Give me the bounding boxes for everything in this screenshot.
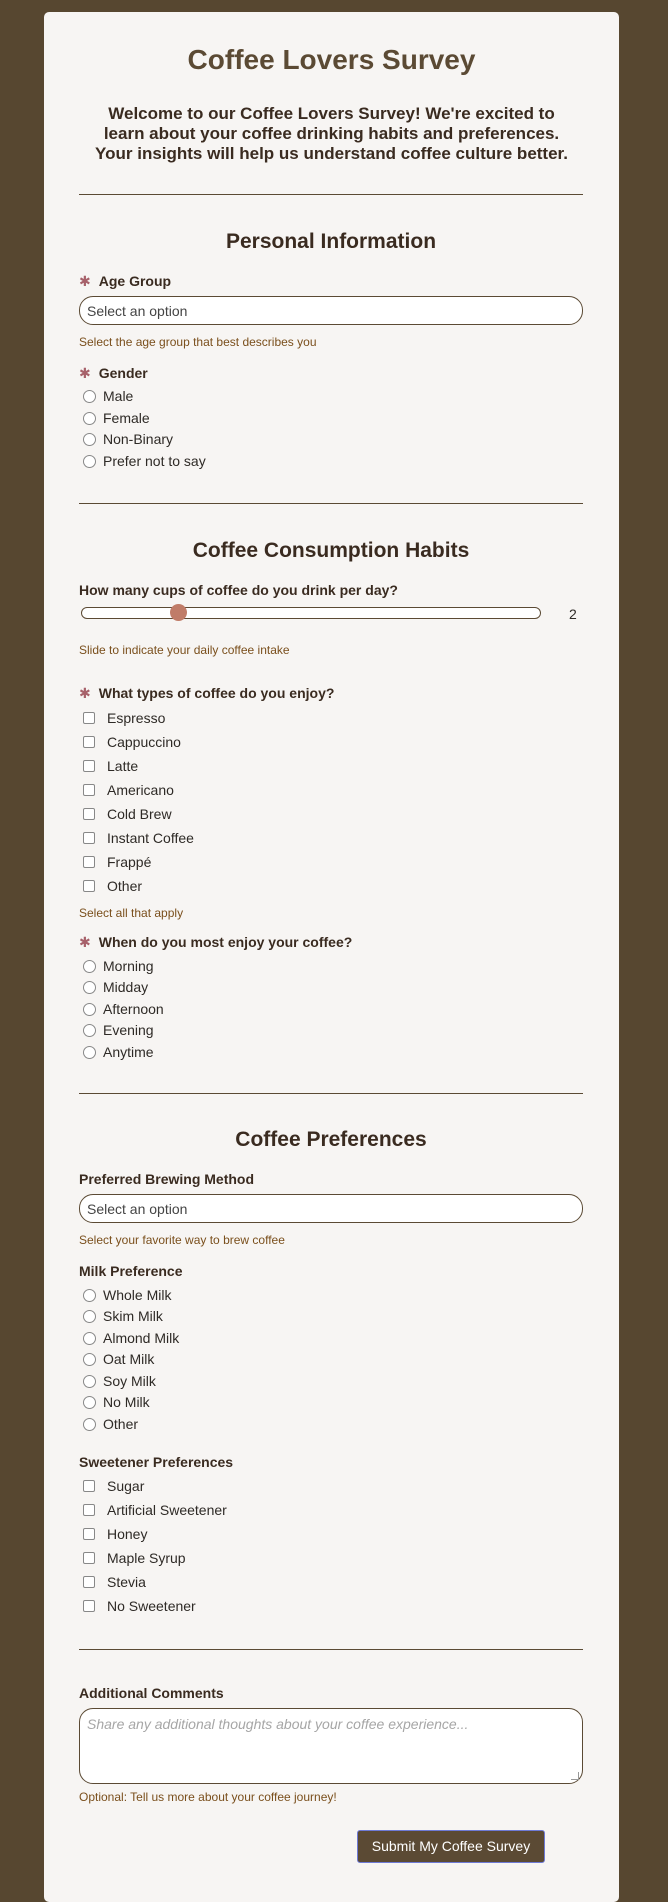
checkbox[interactable] bbox=[83, 760, 95, 772]
checkbox[interactable] bbox=[83, 1600, 95, 1612]
gender-option-female[interactable]: Female bbox=[83, 409, 150, 427]
sweetener-option-artificial[interactable]: Artificial Sweetener bbox=[83, 1501, 227, 1519]
radio-button[interactable] bbox=[83, 1024, 96, 1037]
checkbox[interactable] bbox=[83, 856, 95, 868]
radio-button[interactable] bbox=[83, 1418, 96, 1431]
checkbox[interactable] bbox=[83, 736, 95, 748]
required-icon: ✱ bbox=[79, 273, 91, 289]
radio-button[interactable] bbox=[83, 1353, 96, 1366]
coffee-type-frappe[interactable]: Frappé bbox=[83, 853, 151, 871]
radio-button[interactable] bbox=[83, 455, 96, 468]
cups-per-day-label: How many cups of coffee do you drink per day? bbox=[79, 582, 398, 598]
radio-button[interactable] bbox=[83, 960, 96, 973]
radio-button[interactable] bbox=[83, 981, 96, 994]
checkbox[interactable] bbox=[83, 832, 95, 844]
milk-option-none[interactable]: No Milk bbox=[83, 1393, 150, 1411]
sweetener-option-sugar[interactable]: Sugar bbox=[83, 1477, 144, 1495]
time-option-morning[interactable]: Morning bbox=[83, 957, 154, 975]
checkbox[interactable] bbox=[83, 784, 95, 796]
radio-button[interactable] bbox=[83, 1332, 96, 1345]
coffee-type-instant[interactable]: Instant Coffee bbox=[83, 829, 194, 847]
sweetener-label: Sweetener Preferences bbox=[79, 1454, 234, 1470]
milk-option-oat[interactable]: Oat Milk bbox=[83, 1350, 154, 1368]
checkbox[interactable] bbox=[83, 880, 95, 892]
coffee-type-americano[interactable]: Americano bbox=[83, 781, 174, 799]
comments-textarea[interactable]: Share any additional thoughts about your coffee experience... bbox=[79, 1708, 583, 1784]
milk-option-soy[interactable]: Soy Milk bbox=[83, 1372, 156, 1390]
milk-preference-label: Milk Preference bbox=[79, 1263, 183, 1279]
milk-option-skim[interactable]: Skim Milk bbox=[83, 1307, 163, 1325]
age-group-select[interactable]: Select an option bbox=[79, 296, 583, 325]
checkbox[interactable] bbox=[83, 808, 95, 820]
section-heading-preferences: Coffee Preferences bbox=[235, 1128, 427, 1151]
radio-button[interactable] bbox=[83, 390, 96, 403]
brewing-method-hint: Select your favorite way to brew coffee bbox=[79, 1233, 285, 1247]
coffee-time-label: ✱ When do you most enjoy your coffee? bbox=[79, 934, 353, 950]
milk-option-whole[interactable]: Whole Milk bbox=[83, 1286, 171, 1304]
required-icon: ✱ bbox=[79, 934, 91, 950]
sweetener-option-none[interactable]: No Sweetener bbox=[83, 1597, 196, 1615]
time-option-evening[interactable]: Evening bbox=[83, 1021, 154, 1039]
radio-button[interactable] bbox=[83, 1289, 96, 1302]
age-group-label: ✱ Age Group bbox=[79, 273, 172, 289]
divider bbox=[79, 503, 583, 504]
time-option-anytime[interactable]: Anytime bbox=[83, 1043, 154, 1061]
section-heading-personal: Personal Information bbox=[225, 230, 437, 253]
submit-button[interactable]: Submit My Coffee Survey bbox=[357, 1830, 545, 1863]
coffee-types-hint: Select all that apply bbox=[79, 906, 184, 920]
required-icon: ✱ bbox=[79, 365, 91, 381]
checkbox[interactable] bbox=[83, 1480, 95, 1492]
coffee-type-other[interactable]: Other bbox=[83, 877, 142, 895]
gender-option-non-binary[interactable]: Non-Binary bbox=[83, 430, 173, 448]
sweetener-option-maple[interactable]: Maple Syrup bbox=[83, 1549, 186, 1567]
gender-label: ✱ Gender bbox=[79, 365, 148, 381]
radio-button[interactable] bbox=[83, 412, 96, 425]
divider bbox=[79, 1093, 583, 1094]
milk-option-other[interactable]: Other bbox=[83, 1415, 138, 1433]
checkbox[interactable] bbox=[83, 712, 95, 724]
cups-hint: Slide to indicate your daily coffee intake bbox=[79, 643, 290, 657]
gender-option-prefer-not[interactable]: Prefer not to say bbox=[83, 452, 206, 470]
radio-button[interactable] bbox=[83, 1003, 96, 1016]
checkbox[interactable] bbox=[83, 1576, 95, 1588]
age-group-hint: Select the age group that best describes you bbox=[79, 335, 317, 349]
radio-button[interactable] bbox=[83, 1396, 96, 1409]
checkbox[interactable] bbox=[83, 1528, 95, 1540]
cups-slider-value: 2 bbox=[569, 606, 577, 622]
coffee-type-cold-brew[interactable]: Cold Brew bbox=[83, 805, 172, 823]
sweetener-option-honey[interactable]: Honey bbox=[83, 1525, 147, 1543]
brewing-method-select[interactable]: Select an option bbox=[79, 1194, 583, 1223]
radio-button[interactable] bbox=[83, 433, 96, 446]
checkbox[interactable] bbox=[83, 1552, 95, 1564]
radio-button[interactable] bbox=[83, 1375, 96, 1388]
comments-label: Additional Comments bbox=[79, 1685, 224, 1701]
coffee-type-cappuccino[interactable]: Cappuccino bbox=[83, 733, 181, 751]
gender-option-male[interactable]: Male bbox=[83, 387, 133, 405]
comments-hint: Optional: Tell us more about your coffee journey! bbox=[79, 1790, 337, 1804]
page-title: Coffee Lovers Survey bbox=[187, 44, 476, 75]
divider bbox=[79, 194, 583, 195]
divider bbox=[79, 1649, 583, 1650]
time-option-midday[interactable]: Midday bbox=[83, 978, 148, 996]
checkbox[interactable] bbox=[83, 1504, 95, 1516]
section-heading-habits: Coffee Consumption Habits bbox=[192, 539, 470, 562]
radio-button[interactable] bbox=[83, 1046, 96, 1059]
required-icon: ✱ bbox=[79, 685, 91, 701]
sweetener-option-stevia[interactable]: Stevia bbox=[83, 1573, 146, 1591]
cups-slider-track[interactable] bbox=[81, 607, 541, 619]
coffee-type-latte[interactable]: Latte bbox=[83, 757, 138, 775]
coffee-types-label: ✱ What types of coffee do you enjoy? bbox=[79, 685, 335, 701]
resize-handle-icon[interactable] bbox=[571, 1772, 579, 1780]
radio-button[interactable] bbox=[83, 1310, 96, 1323]
milk-option-almond[interactable]: Almond Milk bbox=[83, 1329, 179, 1347]
brewing-method-label: Preferred Brewing Method bbox=[79, 1171, 255, 1187]
intro-text: Welcome to our Coffee Lovers Survey! We're excited to learn about your coffee drinking habits and preferences. Your insights will help us understand coffee culture better. bbox=[95, 104, 568, 163]
time-option-afternoon[interactable]: Afternoon bbox=[83, 1000, 164, 1018]
coffee-type-espresso[interactable]: Espresso bbox=[83, 709, 165, 727]
survey-card bbox=[44, 12, 619, 1902]
